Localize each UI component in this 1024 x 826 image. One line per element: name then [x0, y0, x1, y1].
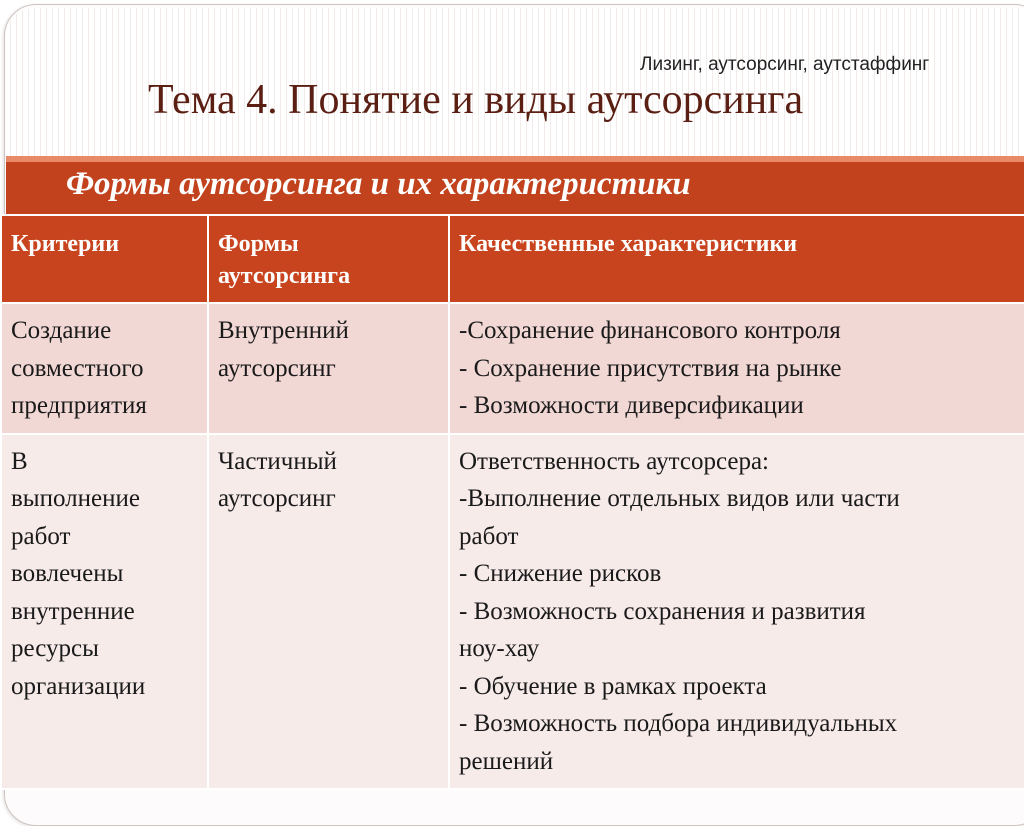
cell-line: - Возможность сохранения и развития: [459, 597, 866, 625]
cell-qualities: [449, 303, 1024, 434]
cell-line: - Возможность подбора индивидуальных: [459, 710, 898, 737]
header-qualities-label: Качественные характеристики: [459, 231, 798, 257]
cell-line: - Снижение рисков: [459, 560, 662, 587]
header-forms-line: Формы: [218, 231, 299, 257]
header-criteria-label: Критерии: [11, 231, 120, 257]
cell-line: ресурсы: [11, 635, 99, 662]
cell-line: выполнение: [11, 485, 140, 512]
cell-line: - Обучение в рамках проекта: [459, 672, 767, 700]
cell-line: Ответственность аутсорсера:: [459, 447, 769, 475]
cell-criteria: [1, 303, 208, 434]
cell-form: [208, 434, 449, 790]
table-row: [1, 303, 1024, 434]
cell-line: аутсорсинг: [218, 354, 336, 382]
cell-line: - Сохранение присутствия на рынке: [459, 354, 842, 382]
table-header-row: [1, 215, 1024, 303]
cell-line: -Выполнение отдельных видов или части: [459, 485, 900, 512]
cell-line: вовлечены: [11, 560, 124, 587]
outsourcing-forms-table: [0, 214, 1024, 790]
cell-criteria: [1, 434, 208, 790]
cell-line: работ: [11, 522, 71, 550]
cell-line: -Сохранение финансового контроля: [459, 317, 841, 344]
cell-line: работ: [459, 522, 519, 550]
banner-title: Формы аутсорсинга и их характеристики: [66, 166, 691, 202]
section-banner: [6, 156, 1024, 214]
cell-line: внутренние: [11, 597, 135, 625]
cell-line: организации: [11, 672, 146, 700]
cell-line: Создание: [11, 317, 112, 344]
cell-line: - Возможности диверсификации: [459, 392, 804, 419]
cell-line: решений: [459, 747, 554, 775]
cell-line: ноу-хау: [459, 635, 540, 662]
header-criteria: [1, 215, 208, 303]
cell-line: Внутренний: [218, 317, 349, 344]
cell-line: Частичный: [218, 447, 337, 475]
cell-qualities: [449, 434, 1024, 790]
cell-form: [208, 303, 449, 434]
slide-subtitle: Лизинг, аутсорсинг, аутстаффинг: [640, 54, 930, 75]
cell-line: предприятия: [11, 392, 147, 419]
header-qualities: [449, 215, 1024, 303]
cell-line: аутсорсинг: [218, 485, 336, 512]
cell-line: В: [11, 447, 28, 475]
table-row: [1, 434, 1024, 790]
cell-line: совместного: [11, 354, 144, 382]
slide-title: Тема 4. Понятие и виды аутсорсинга: [148, 77, 804, 123]
header-forms: [208, 215, 449, 303]
header-forms-line: аутсорсинга: [218, 263, 351, 289]
